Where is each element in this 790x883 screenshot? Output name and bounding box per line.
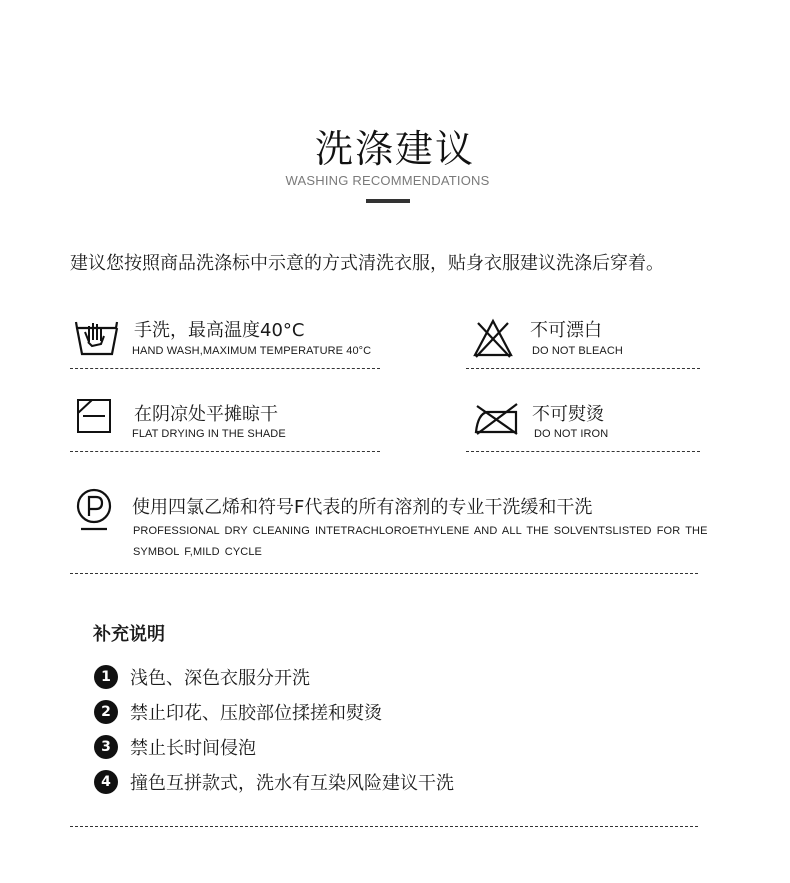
hand-wash-icon [74,318,120,358]
no-iron-label-en: DO NOT IRON [534,428,609,440]
dry-clean-label: 使用四氯乙烯和符号F代表的所有溶剂的专业干洗缓和干洗 [132,497,593,518]
list-item-text: 撞色互拼款式，洗水有互染风险建议干洗 [130,773,454,794]
no-iron-icon [473,402,519,436]
page-title: 洗涤建议 [314,127,475,171]
list-item [94,664,310,690]
divider-dashed [70,451,380,452]
divider-dashed [466,451,700,452]
supplement-heading: 补充说明 [93,624,165,645]
flat-dry-shade-icon [76,398,112,434]
hand-wash-label: 手洗，最高温度40°C [134,320,305,341]
divider-dashed [70,573,698,574]
flat-dry-label-en: FLAT DRYING IN THE SHADE [132,428,286,440]
list-item-text: 禁止印花、压胶部位揉搓和熨烫 [130,703,382,724]
number-badge: 3 [94,735,118,759]
divider-dashed [70,368,380,369]
number-badge: 4 [94,770,118,794]
divider-dashed [70,826,698,827]
dry-clean-p-icon [75,487,113,533]
divider-dashed [466,368,700,369]
flat-dry-label: 在阴凉处平摊晾干 [134,404,278,425]
no-bleach-label: 不可漂白 [530,320,602,341]
intro-text: 建议您按照商品洗涤标中示意的方式清洗衣服，贴身衣服建议洗涤后穿着。 [70,253,664,274]
dry-clean-label-en: PROFESSIONAL DRY CLEANING INTETRACHLOROETHYLENE AND ALL THE SOLVENTSLISTED FOR THE SYMBOL F,MILD CYCLE [133,525,708,558]
list-item [94,734,256,760]
number-badge: 1 [94,665,118,689]
no-bleach-icon [472,317,514,359]
no-iron-label: 不可熨烫 [532,404,604,425]
no-bleach-label-en: DO NOT BLEACH [532,345,623,357]
list-item [94,699,382,725]
list-item-text: 禁止长时间侵泡 [130,738,256,759]
list-item [94,769,454,795]
page-subtitle: WASHING RECOMMENDATIONS [285,173,490,188]
number-badge: 2 [94,700,118,724]
hand-wash-label-en: HAND WASH,MAXIMUM TEMPERATURE 40°C [132,345,372,357]
list-item-text: 浅色、深色衣服分开洗 [130,668,310,689]
title-divider-bar [366,199,410,203]
